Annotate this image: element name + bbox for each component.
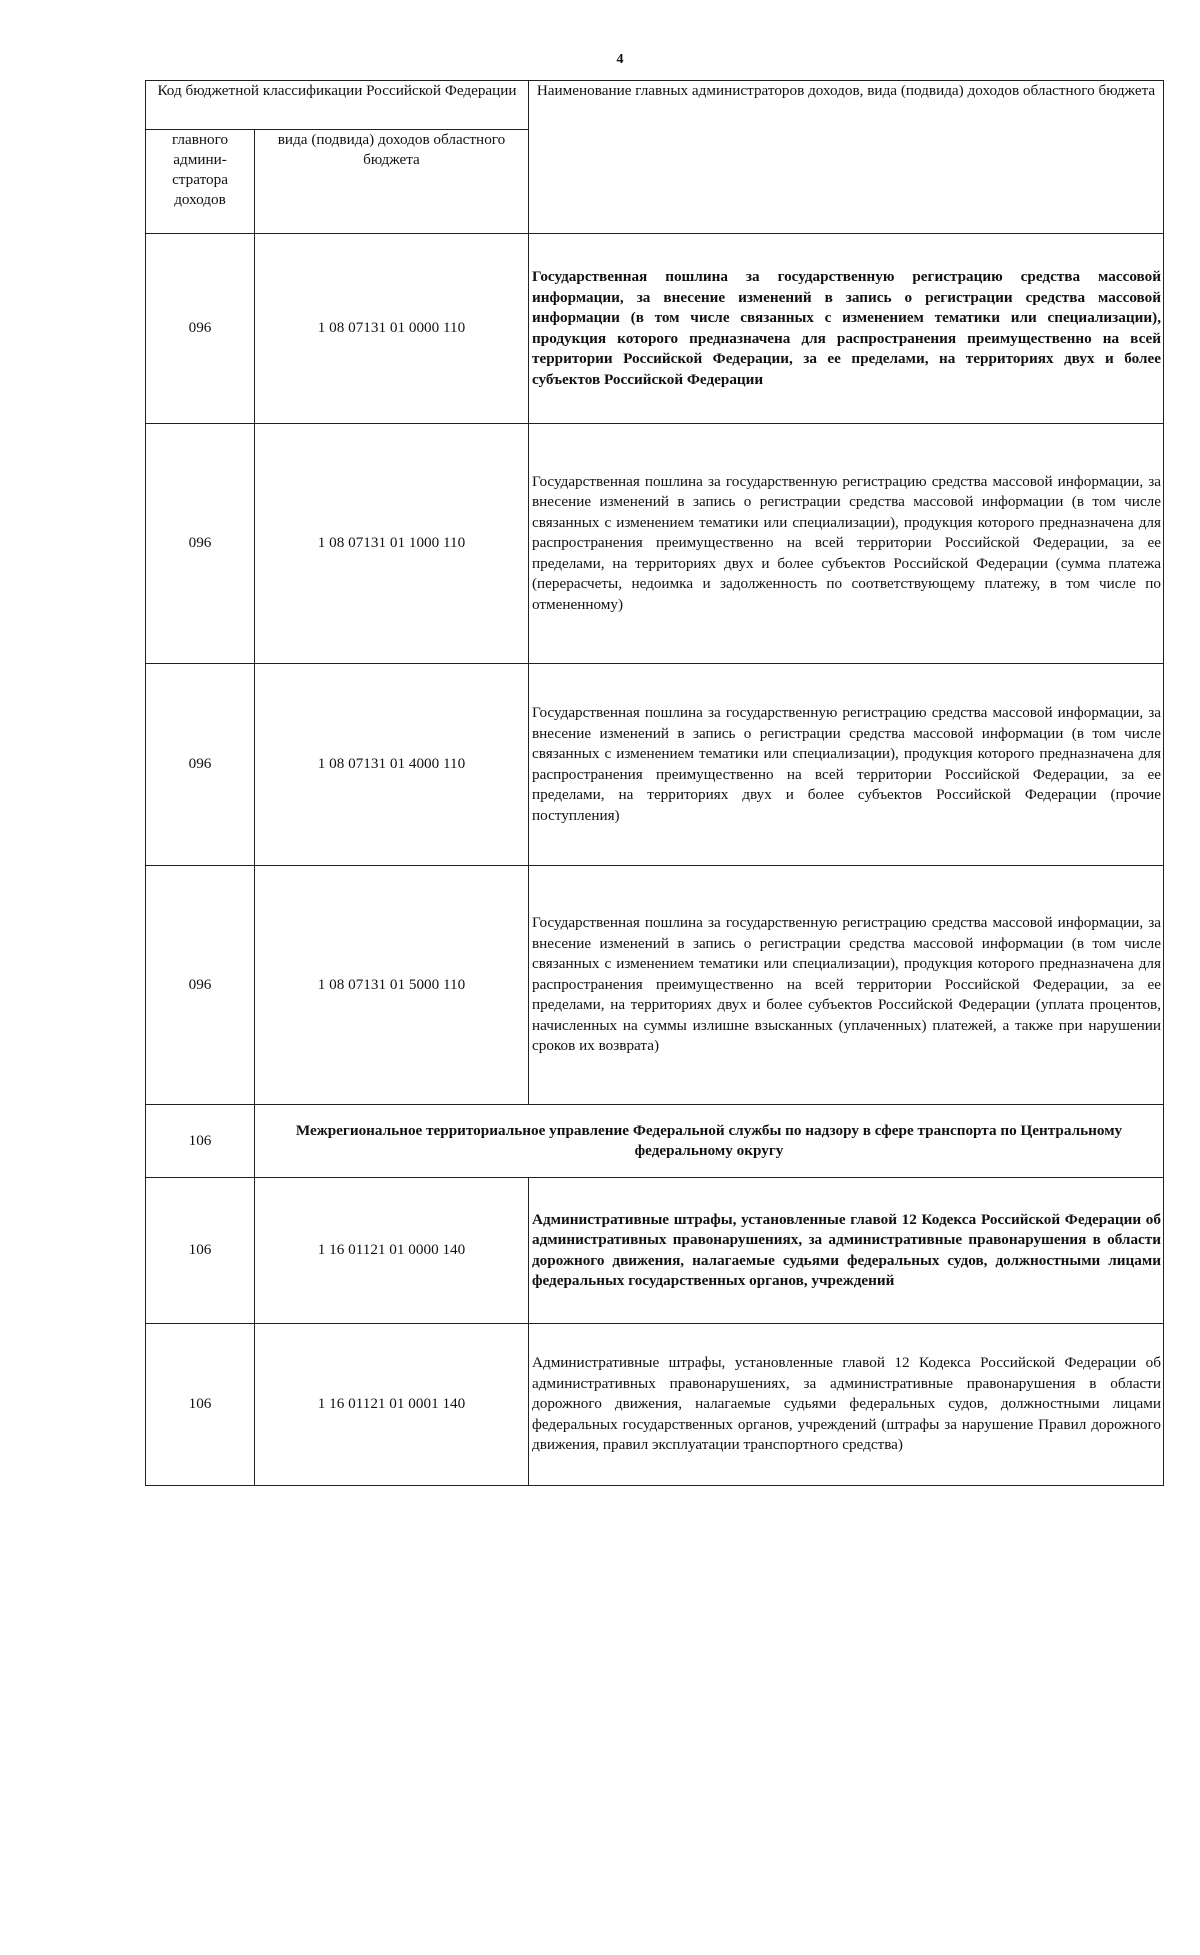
admin-code-cell: 096 [146,866,255,1105]
admin-code-cell: 106 [146,1105,255,1178]
table-row [146,866,1164,1105]
administrator-heading-row [146,1105,1164,1178]
admin-code-cell: 106 [146,1178,255,1324]
admin-code-cell: 096 [146,664,255,866]
header-code-group: Код бюджетной классификации Российской Федерации [146,81,529,130]
admin-code-cell: 096 [146,424,255,664]
header-admin-column: главного админи- стратора доходов [146,130,255,234]
budget-code-cell: 1 08 07131 01 5000 110 [255,866,529,1105]
budget-code-cell: 1 08 07131 01 0000 110 [255,234,529,424]
admin-code-cell: 096 [146,234,255,424]
admin-code-cell: 106 [146,1324,255,1486]
revenue-name-cell: Государственная пошлина за государственную регистрацию средства массовой информации, за внесение изменений в запись о регистрации средства массовой информации (в том числе связанных с изменением тематики или специализации), продукция которого предназначена для распространения преимущественно на всей территории Российской Федерации, за ее пределами, на территориях двух и более субъектов Российской Федерации (уплата процентов, начисленных на суммы излишне взысканных (уплаченных) платежей, а также при нарушении сроков их возврата) [529,866,1164,1105]
table-row [146,234,1164,424]
budget-code-cell: 1 16 01121 01 0000 140 [255,1178,529,1324]
budget-code-cell: 1 16 01121 01 0001 140 [255,1324,529,1486]
header-name-column: Наименование главных администраторов доходов, вида (подвида) доходов областного бюджета [529,81,1164,234]
table-row [146,424,1164,664]
table-row [146,1178,1164,1324]
revenue-name-cell: Государственная пошлина за государственную регистрацию средства массовой информации, за внесение изменений в запись о регистрации средства массовой информации (в том числе связанных с изменением тематики или специализации), продукция которого предназначена для распространения преимущественно на всей территории Российской Федерации, за ее пределами, на территориях двух и более субъектов Российской Федерации (сумма платежа (перерасчеты, недоимка и задолженность по соответствующему платежу, в том числе по отмененному) [529,424,1164,664]
budget-code-cell: 1 08 07131 01 4000 110 [255,664,529,866]
page-number: 4 [616,52,624,67]
budget-code-cell: 1 08 07131 01 1000 110 [255,424,529,664]
header-row-top [146,81,1164,130]
revenue-name-cell: Административные штрафы, установленные главой 12 Кодекса Российской Федерации об административных правонарушениях, за административные правонарушения в области дорожного движения, налагаемые судьями федеральных судов, должностными лицами федеральных государственных органов, учреждений (штрафы за нарушение Правил дорожного движения, правил эксплуатации транспортного средства) [529,1324,1164,1486]
table-row [146,1324,1164,1486]
budget-classification-table [145,80,1164,1486]
revenue-name-cell: Государственная пошлина за государственную регистрацию средства массовой информации, за внесение изменений в запись о регистрации средства массовой информации (в том числе связанных с изменением тематики или специализации), продукция которого предназначена для распространения преимущественно на всей территории Российской Федерации, за ее пределами, на территориях двух и более субъектов Российской Федерации [529,234,1164,424]
revenue-name-cell: Государственная пошлина за государственную регистрацию средства массовой информации, за внесение изменений в запись о регистрации средства массовой информации (в том числе связанных с изменением тематики или специализации), продукция которого предназначена для распространения преимущественно на всей территории Российской Федерации, за ее пределами, на территориях двух и более субъектов Российской Федерации (прочие поступления) [529,664,1164,866]
revenue-name-cell: Административные штрафы, установленные главой 12 Кодекса Российской Федерации об административных правонарушениях, за административные правонарушения в области дорожного движения, налагаемые судьями федеральных судов, должностными лицами федеральных государственных органов, учреждений [529,1178,1164,1324]
table-row [146,664,1164,866]
header-code-column: вида (подвида) доходов областного бюджета [255,130,529,234]
administrator-name-cell: Межрегиональное территориальное управление Федеральной службы по надзору в сфере транспорта по Центральному федеральному округу [255,1105,1164,1178]
